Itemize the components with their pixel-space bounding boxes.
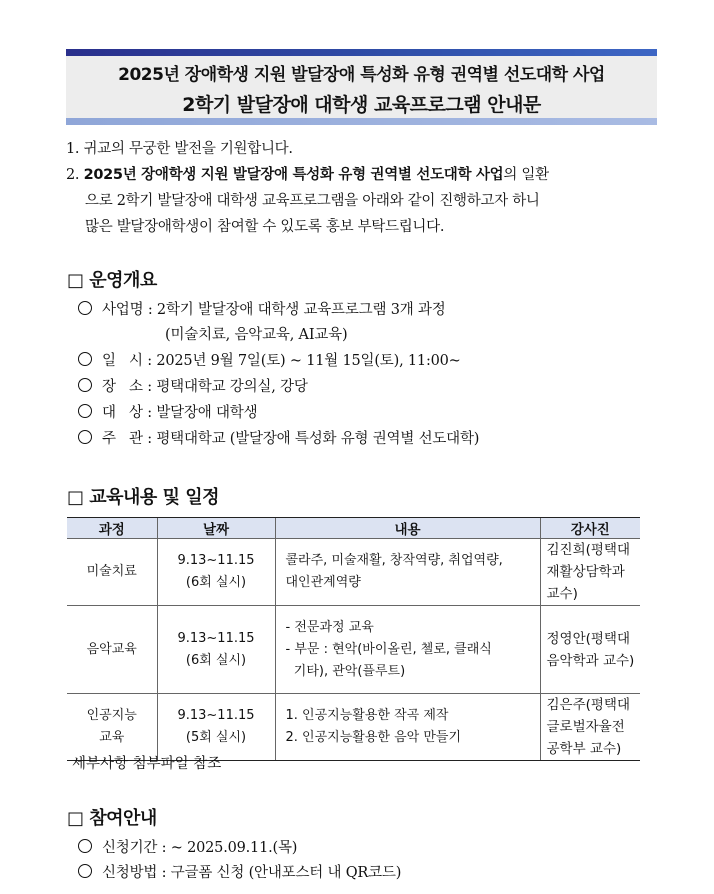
overview-item-target: [78, 401, 257, 422]
table-row: [67, 694, 640, 761]
cell-line: 교수): [546, 586, 578, 602]
cell-line: (6회 실시): [185, 575, 247, 590]
cell-line: 2. 인공지능활용한 음악 만들기: [285, 730, 461, 745]
cell-line: (6회 실시): [185, 652, 247, 668]
overview-item-label: 주 관 : 평택대학교 (발달장애 특성화 유형 권역별 선도대학): [102, 431, 480, 447]
cell-line: 재활상담학과: [546, 564, 625, 580]
cell-instructor: [540, 606, 640, 694]
schedule-note: 세부사항 첨부파일 참조: [72, 756, 222, 772]
cell-course: [67, 539, 157, 606]
intro-item-2-number: 2.: [66, 167, 80, 183]
cell-line: 공학부 교수): [546, 741, 622, 757]
overview-item-program-sub: (미술치료, 음악교육, AI교육): [165, 327, 348, 343]
cell-line: 9.13~11.15: [177, 553, 255, 568]
cell-course: [67, 694, 157, 761]
cell-line: 기타), 관악(플루트): [285, 663, 406, 679]
cell-content: [275, 539, 540, 606]
intro-item-2-line-2: 으로 2학기 발달장애 대학생 교육프로그램을 아래와 같이 진행하고자 하니: [85, 193, 540, 209]
column-header-instructor: 강사진: [540, 518, 640, 539]
participation-item-label: 신청기간 : ~ 2025.09.11.(목): [102, 840, 298, 856]
table-row: [67, 539, 640, 606]
overview-item-host: [78, 427, 479, 448]
overview-item-label: 장 소 : 평택대학교 강의실, 강당: [102, 379, 308, 395]
intro-item-2-bold: 2025년 장애학생 지원 발달장애 특성화 유형 권역별 선도대학 사업: [83, 167, 504, 183]
cell-line: (5회 실시): [185, 730, 247, 745]
cell-line: 김진희(평택대: [546, 542, 631, 558]
bullet-circle-icon: [78, 404, 92, 418]
cell-line: - 전문과정 교육: [285, 619, 374, 635]
participation-heading: □ 참여안내: [67, 808, 157, 829]
title-line-2: 2학기 발달장애 대학생 교육프로그램 안내문: [182, 94, 541, 116]
cell-date: [157, 694, 275, 761]
column-header-course: 과정: [67, 518, 157, 539]
cell-line: 대인관계역량: [285, 575, 361, 590]
bullet-circle-icon: [78, 839, 92, 853]
participation-item-label: 신청방법 : 구글폼 신청 (안내포스터 내 QR코드): [102, 865, 402, 881]
bullet-circle-icon: [78, 864, 92, 878]
bullet-circle-icon: [78, 430, 92, 444]
intro-item-1: 1. 귀교의 무궁한 발전을 기원합니다.: [66, 141, 293, 157]
schedule-table: [67, 517, 640, 761]
overview-item-date: [78, 349, 461, 370]
cell-instructor: [540, 694, 640, 761]
cell-date: [157, 539, 275, 606]
participation-item-method: [78, 861, 401, 882]
overview-heading: □ 운영개요: [67, 270, 157, 291]
table-row: [67, 606, 640, 694]
schedule-heading: □ 교육내용 및 일정: [67, 487, 220, 508]
cell-line: 글로벌자율전: [546, 719, 625, 735]
title-bottom-bar: [66, 118, 657, 125]
overview-item-program: [78, 298, 446, 319]
column-header-date: 날짜: [157, 518, 275, 539]
cell-line: 음악교육: [86, 641, 137, 657]
cell-course: [67, 606, 157, 694]
intro-item-2-rest: 의 일환: [503, 167, 549, 183]
cell-line: 교육: [99, 730, 125, 745]
cell-line: 김은주(평택대: [546, 697, 631, 713]
cell-line: 9.13~11.15: [177, 630, 255, 646]
cell-line: 정영안(평택대: [546, 630, 631, 647]
cell-line: 1. 인공지능활용한 작곡 제작: [285, 708, 449, 723]
bullet-circle-icon: [78, 378, 92, 392]
cell-line: 음악학과 교수): [546, 652, 635, 669]
cell-content: [275, 694, 540, 761]
cell-date: [157, 606, 275, 694]
column-header-content: 내용: [275, 518, 540, 539]
intro-item-2: [66, 163, 549, 184]
overview-item-label: 대 상 : 발달장애 대학생: [102, 405, 258, 421]
bullet-circle-icon: [78, 301, 92, 315]
title-line-1: 2025년 장애학생 지원 발달장애 특성화 유형 권역별 선도대학 사업: [118, 65, 605, 85]
intro-item-2-line-3: 많은 발달장애학생이 참여할 수 있도록 홍보 부탁드립니다.: [85, 219, 445, 235]
overview-item-label: 사업명 : 2학기 발달장애 대학생 교육프로그램 3개 과정: [102, 302, 446, 318]
cell-line: 인공지능: [86, 708, 137, 723]
cell-content: [275, 606, 540, 694]
cell-instructor: [540, 539, 640, 606]
cell-line: 콜라주, 미술재활, 창작역량, 취업역량,: [285, 553, 503, 568]
participation-item-period: [78, 836, 297, 857]
overview-item-place: [78, 375, 308, 396]
cell-line: 9.13~11.15: [177, 708, 255, 723]
title-top-bar: [66, 49, 657, 56]
cell-line: 미술치료: [86, 564, 137, 579]
bullet-circle-icon: [78, 352, 92, 366]
table-header-row: [67, 518, 640, 539]
overview-item-label: 일 시 : 2025년 9월 7일(토) ~ 11월 15일(토), 11:00~: [102, 353, 461, 369]
cell-line: - 부문 : 현악(바이올린, 첼로, 클래식: [285, 641, 492, 657]
